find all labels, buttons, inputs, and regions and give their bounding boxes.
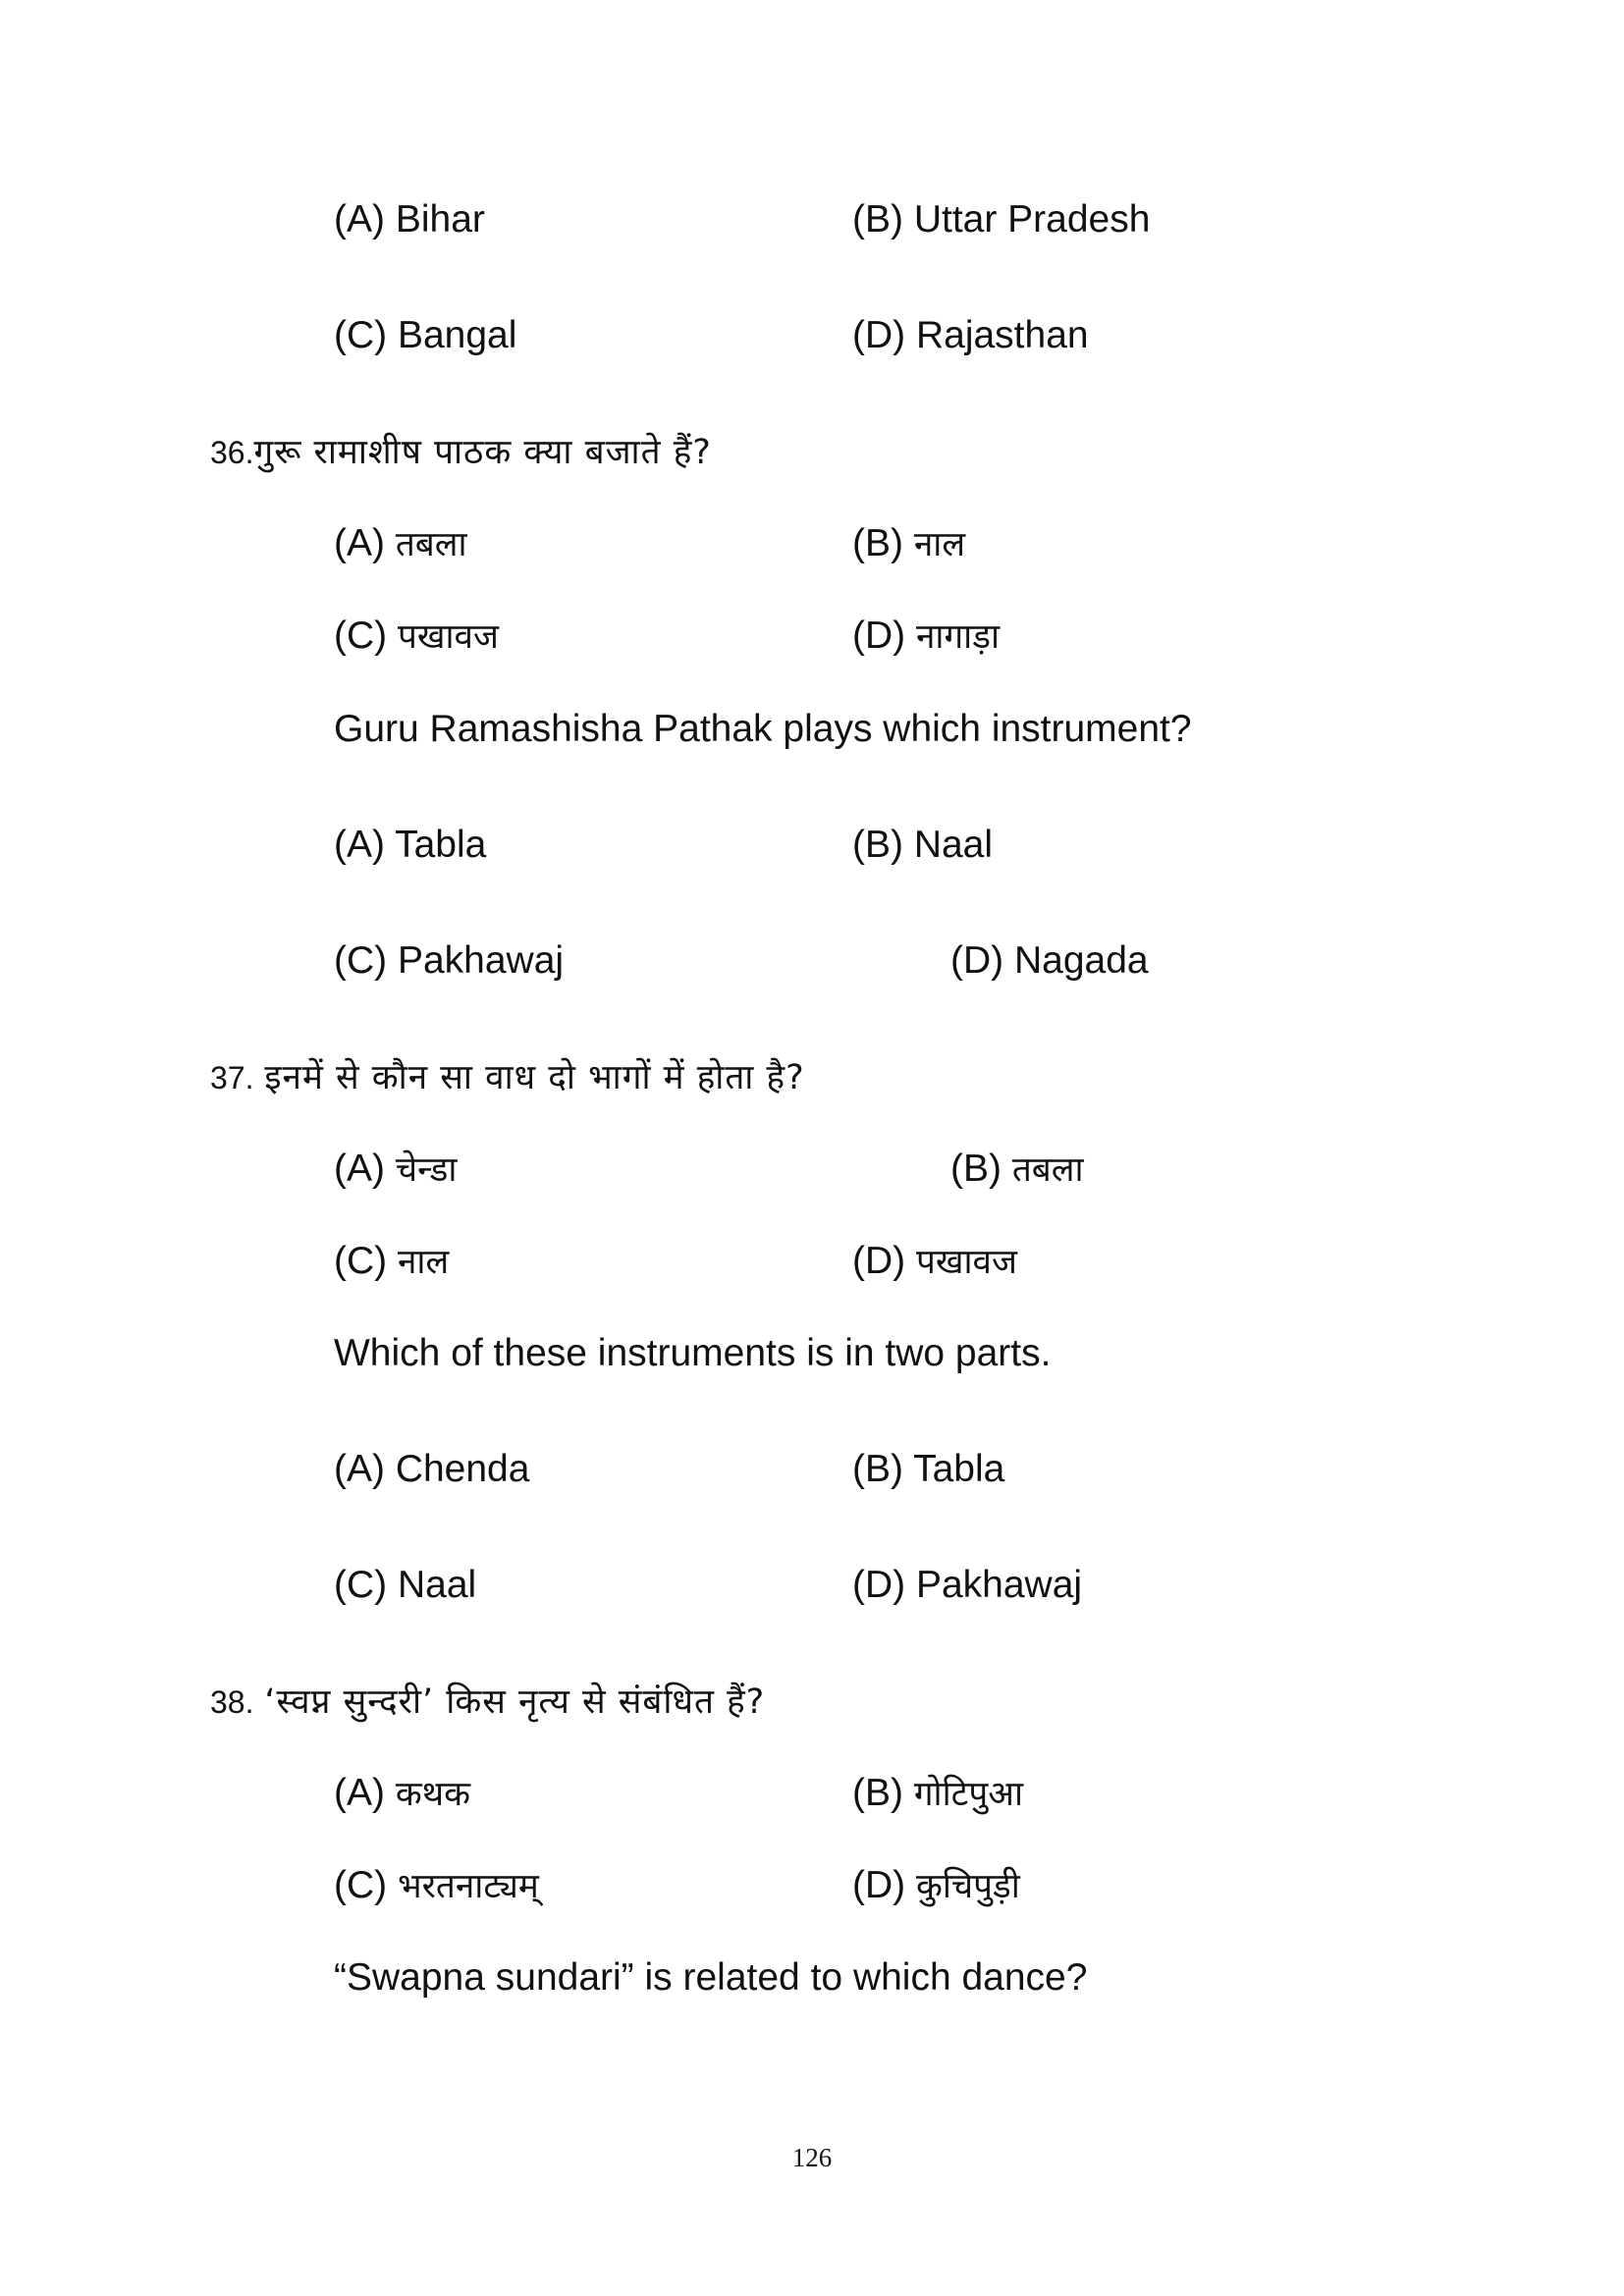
- q37-hindi-option-b: [950, 1146, 1084, 1194]
- q38-hindi-option-c-label: (C): [334, 1864, 388, 1906]
- q37-english-option-c: (C) Naal: [334, 1564, 477, 1606]
- q38-hindi-option-d-text: कुचिपुड़ी: [915, 1867, 1020, 1906]
- q36-hindi-text: गुरू रामाशीष पाठक क्या बजाते हैं?: [253, 433, 712, 472]
- q38-number: 38.: [210, 1684, 254, 1720]
- q36-english-option-a: (A) Tabla: [334, 824, 487, 866]
- q37-hindi-option-a: [334, 1146, 457, 1194]
- q37-english-option-d: (D) Pakhawaj: [852, 1564, 1083, 1606]
- q38-hindi-option-a-text: कथक: [395, 1775, 470, 1814]
- q36-hindi-option-b: [852, 520, 965, 568]
- prev-option-b: (B) Uttar Pradesh: [852, 198, 1151, 240]
- q38-hindi-question: [210, 1678, 765, 1726]
- q37-hindi-option-c: [334, 1238, 449, 1286]
- q37-hindi-option-b-text: तबला: [1011, 1150, 1084, 1190]
- q37-english-option-a: (A) Chenda: [334, 1448, 530, 1490]
- q38-hindi-option-d-label: (D): [852, 1864, 906, 1906]
- q38-hindi-option-b-label: (B): [852, 1772, 903, 1814]
- q36-hindi-question: [210, 428, 712, 476]
- q36-hindi-option-d: [852, 613, 1000, 661]
- q36-hindi-option-c: [334, 613, 499, 661]
- q37-hindi-option-d-text: पखावज: [915, 1243, 1017, 1282]
- q37-number: 37.: [210, 1060, 254, 1095]
- q38-hindi-option-b-text: गोटिपुआ: [913, 1775, 1023, 1814]
- q36-hindi-option-c-label: (C): [334, 614, 388, 657]
- q37-hindi-option-a-text: चेन्डा: [395, 1150, 458, 1190]
- q37-hindi-text: इनमें से कौन सा वाध दो भागों में होता है?: [264, 1058, 805, 1097]
- q36-hindi-option-a: [334, 520, 467, 568]
- q36-english-question: Guru Ramashisha Pathak plays which instrument?: [334, 708, 1192, 750]
- q37-english-question: Which of these instruments is in two parts.: [334, 1332, 1052, 1374]
- q36-hindi-option-d-label: (D): [852, 614, 906, 657]
- q36-hindi-option-a-label: (A): [334, 522, 385, 564]
- q36-hindi-option-b-text: नाल: [913, 525, 966, 564]
- q36-hindi-option-b-label: (B): [852, 522, 903, 564]
- q38-hindi-option-c-text: भरतनाट्यम्: [397, 1867, 539, 1906]
- q37-hindi-option-c-label: (C): [334, 1240, 388, 1282]
- q36-hindi-option-d-text: नागाड़ा: [915, 617, 1001, 657]
- prev-option-c: (C) Bangal: [334, 314, 517, 356]
- q38-hindi-option-a: [334, 1770, 470, 1818]
- q37-hindi-option-d-label: (D): [852, 1240, 906, 1282]
- q37-hindi-option-b-label: (B): [950, 1148, 1001, 1190]
- q37-hindi-option-c-text: नाल: [397, 1243, 450, 1282]
- q37-hindi-option-a-label: (A): [334, 1148, 385, 1190]
- q36-english-option-d: (D) Nagada: [950, 939, 1149, 982]
- q36-hindi-option-a-text: तबला: [395, 525, 467, 564]
- page-number: 126: [791, 2143, 833, 2172]
- q37-english-option-b: (B) Tabla: [852, 1448, 1005, 1490]
- q36-hindi-option-c-text: पखावज: [397, 617, 499, 657]
- q37-hindi-option-d: [852, 1238, 1017, 1286]
- q37-hindi-question: [210, 1053, 805, 1101]
- q38-hindi-option-b: [852, 1770, 1023, 1818]
- q36-english-option-c: (C) Pakhawaj: [334, 939, 565, 982]
- prev-option-d: (D) Rajasthan: [852, 314, 1089, 356]
- q36-number: 36.: [210, 435, 254, 470]
- prev-option-a: (A) Bihar: [334, 198, 485, 240]
- q36-english-option-b: (B) Naal: [852, 824, 994, 866]
- q38-hindi-option-d: [852, 1862, 1020, 1910]
- q38-hindi-option-a-label: (A): [334, 1772, 385, 1814]
- q38-hindi-text: ‘स्वप्न सुन्दरी’ किस नृत्य से संबंधित हैं?: [264, 1682, 766, 1722]
- q38-hindi-option-c: [334, 1862, 539, 1910]
- q38-english-question: “Swapna sundari” is related to which dance?: [334, 1956, 1088, 1999]
